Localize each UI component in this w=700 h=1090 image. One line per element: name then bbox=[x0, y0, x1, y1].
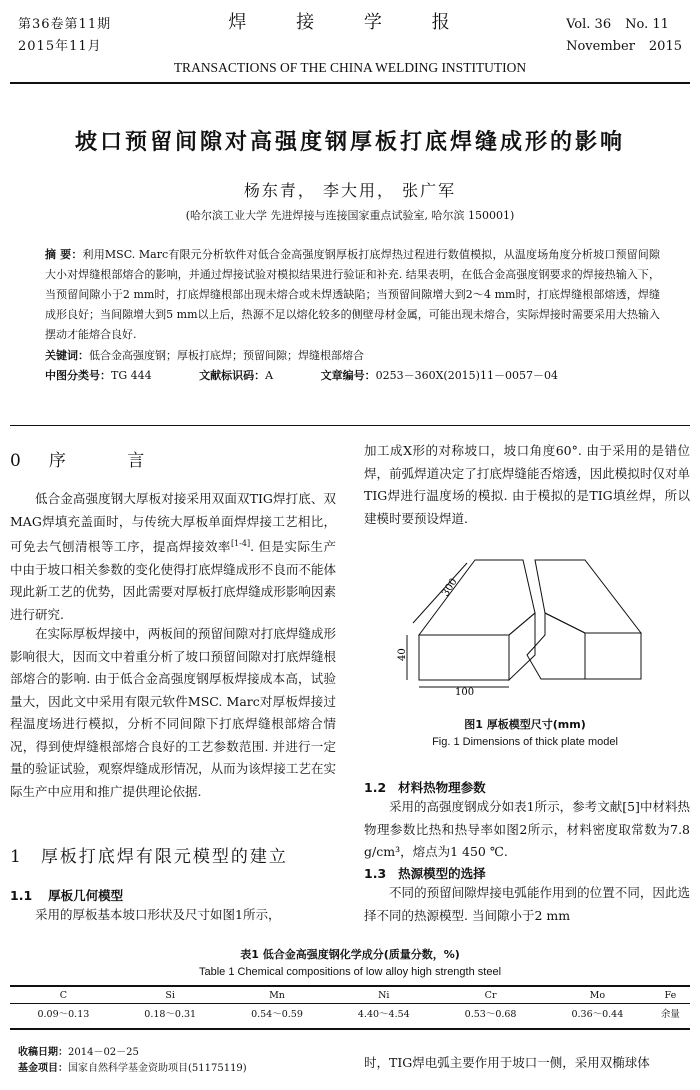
table-cell: 0.53～0.68 bbox=[464, 1009, 517, 1020]
table-cell: 4.40～4.54 bbox=[357, 1009, 410, 1020]
date-cn: 2015年11月 bbox=[18, 39, 102, 54]
figure-1-caption-en: Fig. 1 Dimensions of thick plate model bbox=[432, 736, 618, 748]
authors: 杨东青， 李大用， 张广军 bbox=[243, 181, 457, 200]
doc-label: 文献标识码： bbox=[199, 369, 266, 382]
subsection-1-2-text: 采用的高强度钢成分如表1所示，参考文献[5]中材料热物理参数比热和热导率如图2所示，材料密度取常数为7.8 g/cm³，熔点为1 450 ℃. bbox=[364, 799, 690, 859]
intro-p1-text: 低合金高强度钢大厚板对接采用双面双TIG焊打底、双MAG焊填充盖面时，与传统大厚板单面焊焊接工艺相比，可免去气刨清根等工序，提高焊接效率 bbox=[10, 491, 336, 555]
month-en: November bbox=[566, 39, 635, 54]
intro-heading bbox=[10, 446, 172, 471]
table-top-rule bbox=[10, 985, 690, 987]
table-row bbox=[10, 1004, 690, 1023]
clc-value: TG 444 bbox=[111, 369, 152, 382]
affiliation: (哈尔滨工业大学 先进焊接与连接国家重点试验室, 哈尔滨 150001) bbox=[185, 209, 515, 222]
table-cell: 0.36～0.44 bbox=[571, 1009, 624, 1020]
table-header-cell: Cr bbox=[437, 988, 544, 1004]
volume-cn: 第36卷第11期 bbox=[18, 17, 112, 32]
subsection-1-1 bbox=[10, 886, 123, 904]
article-value: 0253－360X(2015)11－0057－04 bbox=[375, 369, 558, 382]
intro-p1-tail: . 但是实际生产中由于坡口相关参数的变化使得打底焊缝成形不良而不能体现此新工艺的优势，因此需要对厚板打底焊缝成形影响因素进行研究. bbox=[10, 539, 336, 622]
journal-name-en: TRANSACTIONS OF THE CHINA WELDING INSTITUTION bbox=[173, 60, 527, 75]
dim-label-300: 300 bbox=[440, 576, 460, 599]
intro-p1-ref: [1-4] bbox=[230, 539, 251, 548]
abstract-label: 摘 要： bbox=[45, 248, 83, 261]
table-header-cell: Ni bbox=[330, 988, 437, 1004]
classification bbox=[45, 367, 602, 383]
table-header-cell: Si bbox=[117, 988, 224, 1004]
intro-heading-num: 0 bbox=[10, 451, 23, 471]
table-bottom-rule bbox=[10, 1028, 690, 1030]
vol-en: Vol. 36 bbox=[566, 17, 612, 32]
table-1 bbox=[10, 988, 690, 1022]
subsection-1-2 bbox=[364, 778, 486, 796]
right-paragraph-1: 加工成X形的对称坡口，坡口角度60°. 由于采用的是错位焊，前弧焊道决定了打底焊缝能否熔透，因此模拟时仅对单TIG焊进行温度场的模拟. 由于模拟的是TIG填丝焊，所以建模时要预设焊道. bbox=[364, 443, 690, 526]
figure-1-caption-cn: 图1 厚板模型尺寸(mm) bbox=[464, 718, 586, 731]
abstract-rule bbox=[10, 425, 690, 426]
keywords bbox=[45, 346, 660, 366]
volume-info-en bbox=[566, 14, 682, 58]
section1-heading bbox=[10, 842, 288, 867]
right-plate-front-face bbox=[585, 633, 641, 679]
table-header-cell: Mn bbox=[224, 988, 331, 1004]
article-label: 文章编号： bbox=[320, 369, 376, 382]
keywords-label: 关键词： bbox=[45, 349, 89, 362]
right-footer-text: 时，TIG焊电弧主要作用于坡口一侧，采用双椭球体 bbox=[364, 1055, 650, 1070]
fund-label: 基金项目： bbox=[18, 1063, 68, 1074]
sub3-text: 热源模型的选择 bbox=[398, 866, 486, 881]
intro-heading-text: 序 言 bbox=[48, 451, 173, 471]
clc-label: 中图分类号： bbox=[45, 369, 111, 382]
subsection-1-1-text: 采用的厚板基本坡口形状及尺寸如图1所示， bbox=[35, 907, 281, 922]
footnote-received bbox=[18, 1045, 139, 1061]
dim-label-100: 100 bbox=[455, 687, 475, 695]
paper-title: 坡口预留间隙对高强度钢厚板打底焊缝成形的影响 bbox=[74, 130, 625, 155]
table-cell: 余量 bbox=[660, 1009, 680, 1020]
sub1-num: 1.1 bbox=[10, 888, 33, 903]
footnote-fund bbox=[18, 1061, 247, 1077]
left-plate-front-face bbox=[419, 635, 509, 680]
keywords-text: 低合金高强度钢；厚板打底焊；预留间隙；焊缝根部熔合 bbox=[89, 349, 364, 362]
header-rule bbox=[10, 82, 690, 84]
dim-label-40: 40 bbox=[397, 648, 408, 661]
table-header-cell: Fe bbox=[651, 988, 690, 1004]
doc-value: A bbox=[265, 369, 274, 382]
intro-paragraph-2: 在实际厚板焊接中，两板间的预留间隙对打底焊缝成形影响很大，因而文中着重分析了坡口预留间隙对打底焊缝根部熔合的影响. 由于低合金高强度钢厚板焊接成本高，试验量大，因此文中采用有限元软件MSC. Marc对厚板焊接过程温度场进行模拟，分析不同间隙下打底焊缝根部熔合情况，得到使焊缝根部熔合良好的工艺参数范围. 并进行一定量的验证试验，观察焊缝成形情况，从而为该焊接工艺在实际生产中应用和推广提供理论依据. bbox=[10, 626, 336, 799]
table-header-cell: Mo bbox=[544, 988, 651, 1004]
fund-text: 国家自然科学基金资助项目(51175119) bbox=[68, 1063, 247, 1074]
sub3-num: 1.3 bbox=[364, 866, 387, 881]
table-1-caption-en: Table 1 Chemical compositions of low alloy high strength steel bbox=[198, 966, 502, 978]
subsection-1-3 bbox=[364, 864, 486, 882]
intro-paragraph-1 bbox=[10, 488, 336, 626]
table-header-row bbox=[10, 988, 690, 1004]
abstract-text: 利用MSC. Marc有限元分析软件对低合金高强度钢厚板打底焊热过程进行数值模拟，从温度场角度分析坡口预留间隙大小对焊缝根部熔合的影响，并通过焊接试验对模拟结果进行验证和补充. 结果表明，在低合金高强度钢要求的焊接热输入下，当预留间隙小于2 mm时，打底焊缝根部出现未熔合或未焊透缺陷；当预留间隙增大到2～4 mm时，打底焊缝根部熔透，焊缝成形良好；当间隙增大到5 mm以上后，热源不足以熔化较多的侧壁母材金属，可能出现未熔合，实际焊接时需要采用大热输入摆动才能熔合良好. bbox=[45, 248, 660, 341]
figure-1-plate-model bbox=[395, 555, 665, 695]
year-en: 2015 bbox=[648, 39, 682, 54]
right-plate-bevel bbox=[527, 613, 585, 679]
received-label: 收稿日期： bbox=[18, 1047, 68, 1058]
section1-num: 1 bbox=[10, 847, 23, 867]
sub2-num: 1.2 bbox=[364, 780, 387, 795]
right-plate-top-face bbox=[535, 560, 641, 633]
section1-text: 厚板打底焊有限元模型的建立 bbox=[40, 847, 288, 867]
table-cell: 0.18～0.31 bbox=[144, 1009, 197, 1020]
table-1-caption-cn: 表1 低合金高强度钢化学成分(质量分数，%) bbox=[240, 948, 460, 961]
sub2-text: 材料热物理参数 bbox=[398, 780, 486, 795]
received-date: 2014－02－25 bbox=[68, 1047, 139, 1058]
abstract bbox=[45, 245, 660, 345]
subsection-1-3-text: 不同的预留间隙焊接电弧能作用到的位置不同，因此选择不同的热源模型. 当间隙小于2 mm bbox=[364, 885, 690, 923]
sub1-text: 厚板几何模型 bbox=[48, 888, 124, 903]
journal-name-cn: 焊 接 学 报 bbox=[228, 12, 472, 33]
table-header-cell: C bbox=[10, 988, 117, 1004]
no-en: No. 11 bbox=[625, 17, 669, 32]
left-plate-bevel bbox=[509, 613, 535, 680]
table-cell: 0.54～0.59 bbox=[251, 1009, 303, 1020]
table-cell: 0.09～0.13 bbox=[37, 1009, 90, 1020]
